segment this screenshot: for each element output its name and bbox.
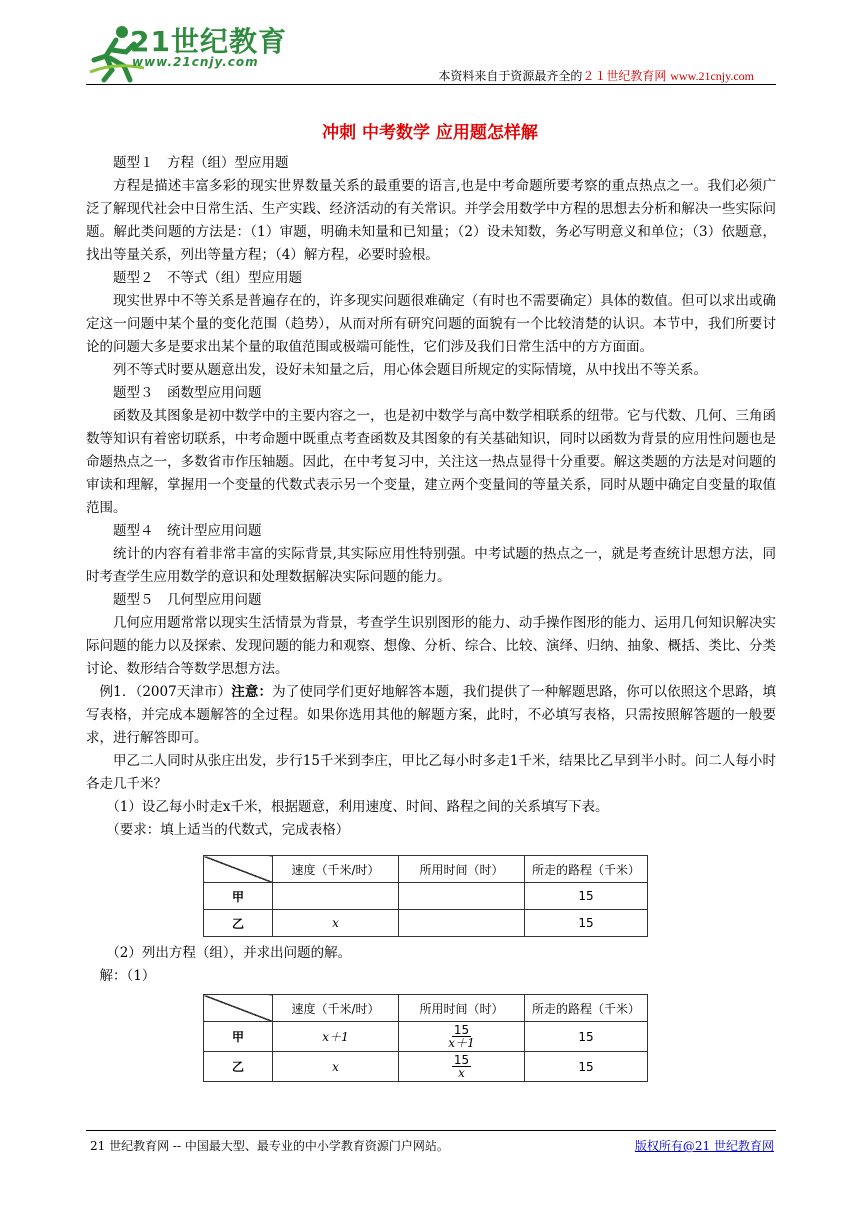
time-cell	[399, 1052, 525, 1082]
table-corner	[204, 856, 273, 883]
paragraph: 列不等式时要从题意出发，设好未知量之后，用心体会题目所规定的实际情境，从中找出不等关系。	[113, 362, 707, 378]
distance-cell: 15	[525, 1022, 648, 1052]
distance-cell: 15	[525, 1052, 648, 1082]
paragraph: 几何应用题常常以现实生活情景为背景，考查学生识别图形的能力、动手操作图形的能力、运用几何知识解决实际问题的能力以及探索、发现问题的能力和观察、想像、分析、综合、比较、演绎、归纳、抽象、概括、类比、分类讨论、数形结合等数学思想方法。	[86, 615, 776, 677]
table-row	[204, 1052, 648, 1082]
step1-requirement: （要求：填上适当的代数式，完成表格）	[106, 822, 350, 838]
solution-table	[203, 994, 648, 1082]
row-label: 乙	[204, 910, 273, 937]
fraction-numerator: 15	[453, 1053, 470, 1067]
table-header: 所走的路程（千米）	[525, 856, 648, 883]
section-heading: 题型３ 函数型应用问题	[113, 385, 262, 401]
logo-url: www.21cnjy.com	[132, 55, 259, 69]
row-label: 甲	[204, 1022, 273, 1052]
fraction-denominator: x＋1	[448, 1036, 475, 1050]
table-header: 所走的路程（千米）	[525, 995, 648, 1022]
copyright-link[interactable]: 版权所有@21 世纪教育网	[634, 1139, 774, 1153]
footer-divider	[86, 1130, 776, 1131]
example-prefix: 例1．（2007天津市）	[99, 684, 232, 700]
table-row	[204, 1022, 648, 1052]
time-cell[interactable]	[399, 883, 525, 910]
section-heading: 题型５ 几何型应用问题	[113, 592, 262, 608]
step2-text: （2）列出方程（组），并求出问题的解。	[106, 945, 352, 961]
source-site[interactable]: ２１世纪教育网	[582, 69, 667, 83]
page-header	[0, 0, 860, 95]
page-title: 冲刺 中考数学 应用题怎样解	[322, 123, 538, 143]
footer-text: 21 世纪教育网 -- 中国最大型、最专业的中小学教育资源门户网站。	[90, 1139, 449, 1153]
distance-cell: 15	[525, 910, 648, 937]
table-row	[204, 910, 648, 937]
note-label: 注意：	[231, 684, 273, 700]
row-label: 乙	[204, 1052, 273, 1082]
blank-table	[203, 855, 648, 937]
time-fraction	[448, 1024, 474, 1049]
fraction-numerator: 15	[453, 1023, 470, 1037]
table-header: 速度（千米/时）	[273, 856, 399, 883]
problem-text: 甲乙二人同时从张庄出发，步行15千米到李庄，甲比乙每小时多走1千米，结果比乙早到半小时。问二人每小时各走几千米？	[86, 753, 776, 792]
table-corner	[204, 995, 273, 1022]
time-cell[interactable]	[399, 910, 525, 937]
section-heading: 题型２ 不等式（组）型应用题	[113, 270, 302, 286]
time-fraction	[452, 1054, 471, 1079]
speed-cell: x＋1	[273, 1022, 399, 1052]
table-row	[204, 883, 648, 910]
section-heading: 题型４ 统计型应用问题	[113, 523, 262, 539]
table-header: 所用时间（时）	[399, 995, 525, 1022]
paragraph: 函数及其图象是初中数学中的主要内容之一，也是初中数学与高中数学相联系的纽带。它与代数、几何、三角函数等知识有着密切联系，中考命题中既重点考查函数及其图象的有关基础知识，同时以函数为背景的应用性问题也是命题热点之一，多数省市作压轴题。因此，在中考复习中，关注这一热点显得十分重要。解这类题的方法是对问题的审读和理解，掌握用一个变量的代数式表示另一个变量，建立两个变量间的等量关系，同时从题中确定自变量的取值范围。	[86, 408, 776, 516]
example-intro	[86, 681, 776, 750]
note-text: 为了使同学们更好地解答本题，我们提供了一种解题思路，你可以依照这个思路，填写表格，并完成本题解答的全过程。如果你选用其他的解题方案，此时，不必填写表格，只需按照解答题的一般要求，进行解答即可。	[86, 684, 777, 746]
source-url[interactable]: www.21cnjy.com	[670, 69, 754, 83]
main-content	[86, 152, 776, 842]
header-source	[438, 67, 754, 84]
logo-text: 21世纪教育	[130, 25, 287, 58]
paragraph: 方程是描述丰富多彩的现实世界数量关系的最重要的语言,也是中考命题所要考察的重点热点之一。我们必须广泛了解现代社会中日常生活、生产实践、经济活动的有关常识。并学会用数学中方程的思想去分析和解决一些实际问题。解此类问题的方法是：（1）审题，明确未知量和已知量；（2）设未知数，务必写明意义和单位；（3）依题意，找出等量关系，列出等量方程；（4）解方程，必要时验根。	[86, 178, 776, 263]
paragraph: 统计的内容有着非常丰富的实际背景,其实际应用性特别强。中考试题的热点之一，就是考查统计思想方法，同时考查学生应用数学的意识和处理数据解决实际问题的能力。	[86, 546, 776, 585]
speed-cell[interactable]: x	[273, 910, 399, 937]
table-header: 速度（千米/时）	[273, 995, 399, 1022]
paragraph: 现实世界中不等关系是普遍存在的，许多现实问题很难确定（有时也不需要确定）具体的数值。但可以求出或确定这一问题中某个量的变化范围（趋势），从而对所有研究问题的面貌有一个比较清楚的认识。本节中，我们所要讨论的问题大多是要求出某个量的取值范围或极端可能性，它们涉及我们日常生活中的方方面面。	[86, 293, 776, 355]
step2-section	[86, 942, 776, 988]
fraction-denominator: x	[458, 1066, 465, 1080]
distance-cell: 15	[525, 883, 648, 910]
header-divider	[86, 84, 776, 85]
section-heading: 题型１ 方程（组）型应用题	[113, 155, 289, 171]
row-label: 甲	[204, 883, 273, 910]
step1-text: （1）设乙每小时走x千米，根据题意，利用速度、时间、路程之间的关系填写下表。	[106, 799, 609, 815]
source-prefix: 本资料来自于资源最齐全的	[438, 69, 583, 83]
time-cell	[399, 1022, 525, 1052]
solution-label: 解：（1）	[99, 968, 156, 984]
table-header: 所用时间（时）	[399, 856, 525, 883]
speed-cell: x	[273, 1052, 399, 1082]
speed-cell[interactable]	[273, 883, 399, 910]
